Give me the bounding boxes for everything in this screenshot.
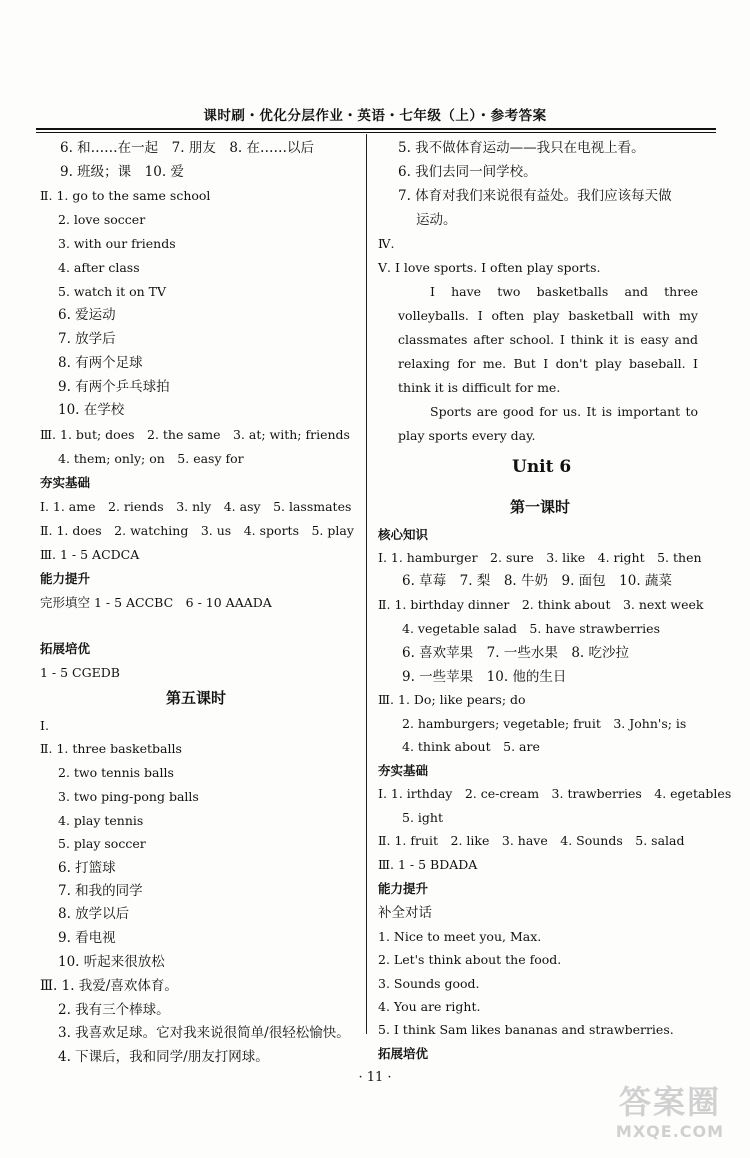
answer-line: 运动。: [416, 212, 457, 228]
answer-line: 5. 我不做体育运动——我只在电视上看。: [398, 140, 645, 156]
section-heading: 能力提升: [40, 571, 91, 586]
answer-line: Ⅲ. 1. but; does 2. the same 3. at; with; friends: [40, 427, 350, 442]
answer-line: 7. 和我的同学: [58, 883, 143, 899]
answer-line: 6. 草莓 7. 梨 8. 牛奶 9. 面包 10. 蔬菜: [402, 573, 672, 589]
answer-line: 6. 爱运动: [58, 307, 116, 323]
answer-line: Ⅱ. 1. does 2. watching 3. us 4. sports 5. play: [40, 523, 354, 538]
answer-line: 2. two tennis balls: [58, 765, 174, 780]
section-heading: 拓展培优: [40, 641, 91, 656]
answer-line: Ⅱ. 1. three basketballs: [40, 741, 182, 756]
answer-line: 2. love soccer: [58, 212, 146, 227]
sub-heading: 补全对话: [378, 905, 432, 921]
answer-line: 4. after class: [58, 260, 140, 275]
essay: [398, 280, 698, 448]
answer-line: Ⅳ.: [378, 236, 395, 251]
answer-line: 6. 喜欢苹果 7. 一些水果 8. 吃沙拉: [402, 645, 630, 661]
answer-line: 5. ight: [402, 810, 443, 825]
answer-line: 9. 班级；课 10. 爱: [60, 164, 184, 180]
answer-line: Ⅲ. 1. Do; like pears; do: [378, 692, 526, 707]
answer-line: 4. vegetable salad 5. have strawberries: [402, 621, 660, 636]
answer-line: 7. 体育对我们来说很有益处。我们应该每天做: [398, 188, 672, 204]
answer-line: 5. play soccer: [58, 836, 146, 851]
section-heading: 核心知识: [378, 527, 429, 542]
answer-line: 4. them; only; on 5. easy for: [58, 451, 244, 466]
answer-line: 9. 有两个乒乓球拍: [58, 379, 170, 395]
page-number: · 11 ·: [358, 1070, 392, 1085]
lesson-title: 第一课时: [510, 498, 571, 516]
answer-line: Ⅰ.: [40, 718, 49, 733]
answer-line: 2. Let's think about the food.: [378, 952, 562, 967]
answer-line: 5. watch it on TV: [58, 284, 167, 299]
section-heading: 夯实基础: [40, 475, 91, 490]
answer-line: Ⅱ. 1. fruit 2. like 3. have 4. Sounds 5. salad: [378, 833, 685, 848]
watermark-text: 答案圈: [618, 1083, 721, 1121]
answer-line: 8. 有两个足球: [58, 355, 143, 371]
answer-line: 7. 放学后: [58, 331, 116, 347]
answer-line: Ⅱ. 1. birthday dinner 2. think about 3. next week: [378, 597, 704, 612]
answer-line: 4. play tennis: [58, 813, 144, 828]
answer-line: Ⅰ. 1. irthday 2. ce-cream 3. trawberries 4. egetables: [378, 786, 732, 801]
answer-line: 8. 放学以后: [58, 906, 130, 922]
answer-line: Ⅲ. 1 - 5 BDADA: [378, 857, 478, 872]
answer-line: 2. 我有三个棒球。: [58, 1002, 170, 1018]
answer-line: 6. 我们去同一间学校。: [398, 164, 537, 180]
watermark-logo: [602, 1082, 738, 1152]
answer-line: 3. two ping-pong balls: [58, 789, 199, 804]
answer-line: 4. 下课后，我和同学/朋友打网球。: [58, 1049, 269, 1065]
answer-line: 3. 我喜欢足球。它对我来说很简单/很轻松愉快。: [58, 1025, 350, 1041]
column-divider: [366, 134, 367, 1034]
answer-line: Ⅲ. 1 - 5 ACDCA: [40, 547, 140, 562]
answer-line: Ⅱ. 1. go to the same school: [40, 188, 211, 203]
answer-line: Ⅰ. 1. ame 2. riends 3. nly 4. asy 5. lassmates: [40, 499, 352, 514]
answer-line: 6. 打篮球: [58, 860, 116, 876]
answer-line: 5. I think Sam likes bananas and strawberries.: [378, 1022, 674, 1037]
answer-line: 2. hamburgers; vegetable; fruit 3. John's; is: [402, 716, 687, 731]
answer-line: 10. 在学校: [58, 402, 125, 418]
answer-line: 完形填空 1 - 5 ACCBC 6 - 10 AAADA: [40, 595, 272, 610]
header-rule-thick: [36, 128, 716, 130]
answer-line: 6. 和……在一起 7. 朋友 8. 在……以后: [60, 140, 315, 156]
section-heading: 能力提升: [378, 881, 429, 896]
answer-line: 1. Nice to meet you, Max.: [378, 929, 542, 944]
lesson-title: 第五课时: [166, 689, 227, 707]
unit-title: Unit 6: [512, 457, 572, 477]
answer-line: 3. with our friends: [58, 236, 176, 251]
answer-line: 9. 看电视: [58, 930, 116, 946]
watermark-url: MXQE.COM: [615, 1122, 725, 1141]
section-heading: 拓展培优: [378, 1046, 429, 1061]
answer-line: Ⅴ. I love sports. I often play sports.: [378, 260, 601, 275]
answer-line: 10. 听起来很放松: [58, 954, 165, 970]
answer-line: 9. 一些苹果 10. 他的生日: [402, 669, 567, 685]
essay-paragraph: I have two basketballs and three volleyballs. I often play basketball with my classmates after school. I think it is easy and relaxing for me. But I don't play baseball. I think it is difficult for me.: [398, 284, 698, 395]
answer-line: 1 - 5 CGEDB: [40, 665, 120, 680]
header-rule-thin: [36, 132, 716, 133]
essay-paragraph: Sports are good for us. It is important to play sports every day.: [398, 404, 698, 443]
answer-line: Ⅲ. 1. 我爱/喜欢体育。: [40, 978, 178, 994]
answer-line: 3. Sounds good.: [378, 976, 480, 991]
answer-line: 4. You are right.: [378, 999, 481, 1014]
section-heading: 夯实基础: [378, 763, 429, 778]
answer-line: 4. think about 5. are: [402, 739, 540, 754]
answer-line: Ⅰ. 1. hamburger 2. sure 3. like 4. right 5. then: [378, 550, 702, 565]
page-header: 课时刷・优化分层作业・英语・七年级（上）・参考答案: [203, 108, 547, 124]
